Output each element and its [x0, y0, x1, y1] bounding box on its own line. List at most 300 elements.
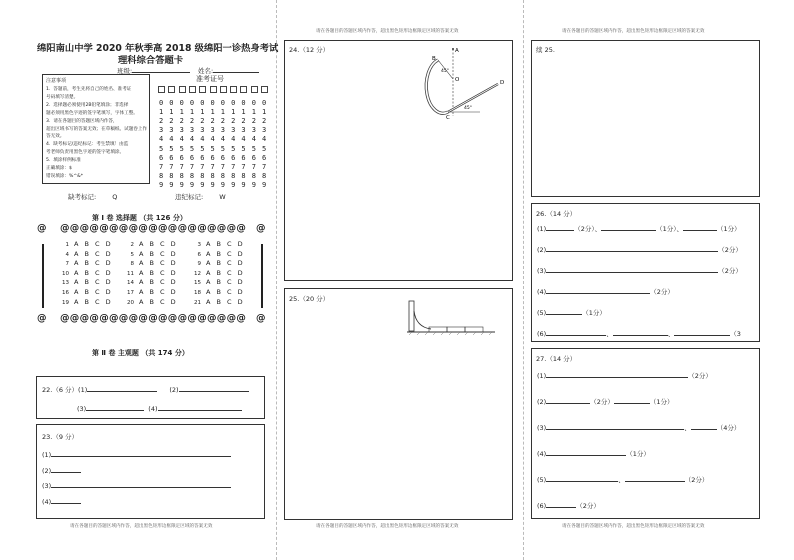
exam-digit-bubble[interactable]: 6 — [189, 153, 195, 162]
q26-score: （2分）、 — [574, 225, 602, 233]
q27-line — [537, 371, 712, 380]
exam-digit-bubble[interactable]: 5 — [251, 144, 256, 153]
q27-score: （4分） — [716, 424, 741, 432]
exam-digit-bubble[interactable]: 1 — [241, 108, 246, 117]
exam-digit-bubble[interactable]: 7 — [241, 162, 246, 171]
choice-options[interactable]: A B C D — [139, 240, 178, 248]
answer-blank[interactable] — [625, 481, 685, 482]
exam-digit-bubble[interactable]: 0 — [159, 99, 164, 107]
exam-digit-bubble[interactable]: 5 — [262, 144, 267, 153]
exam-digit-bubble[interactable]: 8 — [159, 171, 164, 180]
notice-line: 答无效。 — [46, 134, 65, 140]
exam-no-box[interactable] — [230, 86, 237, 93]
choice-options[interactable]: A B C D — [139, 259, 178, 268]
q23-line — [42, 482, 231, 490]
choice-row[interactable] — [123, 250, 178, 258]
q22-item4: (4) — [148, 405, 158, 413]
exam-digit-bubble[interactable]: 3 — [241, 126, 246, 135]
answer-blank[interactable] — [51, 472, 81, 473]
choice-row[interactable] — [123, 278, 178, 286]
exam-digit-bubble[interactable]: 6 — [220, 153, 226, 162]
exam-digit-bubble[interactable]: 4 — [220, 135, 226, 144]
q24-angle-2: 45° — [464, 106, 472, 111]
exam-digit-bubble[interactable]: 7 — [179, 162, 184, 171]
exam-digit-bubble[interactable]: 7 — [159, 162, 164, 171]
exam-digit-bubble[interactable]: 8 — [262, 171, 267, 180]
exam-digit-bubble[interactable]: 8 — [189, 171, 195, 180]
exam-digit-bubble[interactable]: 9 — [220, 180, 226, 189]
q27-line — [537, 475, 708, 484]
q26-score: （2分） — [718, 267, 742, 275]
exam-digit-bubble[interactable]: 4 — [231, 135, 236, 144]
choice-options[interactable]: A B C D — [74, 278, 113, 287]
exam-digit-bubble[interactable]: 6 — [159, 153, 164, 162]
exam-digit-bubble[interactable]: 1 — [169, 108, 174, 117]
exam-digit-bubble[interactable]: 6 — [251, 153, 256, 162]
exam-digit-bubble[interactable]: 5 — [220, 144, 226, 153]
exam-digit-bubble[interactable]: 7 — [262, 162, 267, 171]
exam-digit-bubble[interactable]: 9 — [179, 180, 184, 189]
exam-digit-bubble[interactable]: 6 — [241, 153, 246, 162]
q26-item-number: (1) — [537, 225, 547, 233]
q26-score: （1分） — [582, 309, 606, 317]
exam-digit-bubble[interactable]: 0 — [241, 99, 246, 107]
q27-label: 27.（14 分） — [536, 355, 577, 363]
choice-options[interactable]: A B C D — [74, 297, 113, 306]
choice-row[interactable] — [58, 269, 113, 277]
answer-blank[interactable] — [674, 335, 730, 336]
at-row-bottom-left: @ — [37, 313, 47, 324]
exam-digit-bubble[interactable]: 0 — [179, 99, 184, 107]
choice-row[interactable] — [58, 240, 113, 248]
choice-options[interactable]: A B C D — [139, 288, 178, 296]
answer-blank[interactable] — [546, 230, 574, 231]
exam-digit-bubble[interactable]: 3 — [251, 126, 256, 135]
q23-line — [42, 498, 81, 506]
q27-score: （2分） — [684, 476, 709, 484]
choice-options[interactable]: A B C D — [206, 288, 245, 296]
exam-digit-bubble[interactable]: 3 — [200, 126, 205, 135]
exam-no-box[interactable] — [168, 86, 175, 93]
q26-line — [537, 287, 674, 296]
exam-digit-bubble[interactable]: 8 — [200, 171, 205, 180]
q27-score: （2分） — [688, 372, 712, 380]
question-number: 7 — [65, 261, 69, 268]
exam-digit-bubble[interactable]: 2 — [231, 117, 236, 126]
notice-line: 4. 缺考标记/违纪标记：考生禁填！由监 — [46, 142, 129, 148]
q22-item3: (3) — [77, 405, 87, 413]
exam-digit-bubble[interactable]: 6 — [231, 153, 236, 162]
exam-digit-bubble[interactable]: 8 — [241, 171, 246, 180]
name-label: 姓名: — [198, 67, 214, 75]
exam-digit-bubble[interactable]: 7 — [169, 162, 174, 171]
exam-digit-bubble[interactable]: 2 — [200, 117, 205, 126]
answer-blank[interactable] — [546, 293, 650, 294]
q27-line — [537, 449, 650, 458]
exam-digit-bubble[interactable]: 7 — [251, 162, 256, 171]
exam-digit-bubble[interactable]: 6 — [262, 153, 267, 162]
exam-digit-bubble[interactable]: 9 — [231, 180, 236, 189]
exam-digit-bubble[interactable]: 4 — [210, 135, 215, 144]
answer-blank[interactable] — [546, 429, 684, 430]
notice-line: 错误填涂：%^&* — [46, 173, 84, 179]
exam-digit-bubble[interactable]: 9 — [251, 180, 256, 189]
exam-digit-bubble[interactable]: 5 — [169, 144, 174, 153]
exam-no-box[interactable] — [220, 86, 227, 93]
q22-item2: (2) — [169, 386, 179, 394]
choice-row[interactable] — [58, 259, 113, 267]
exam-digit-bubble[interactable]: 7 — [189, 162, 195, 171]
at-row-bottom-right: @ — [256, 313, 266, 324]
at-row-top-right: @ — [256, 223, 266, 234]
q27-score: （2分） — [576, 502, 600, 510]
at-row-top-left: @ — [37, 223, 47, 234]
exam-digit-bubble[interactable]: 4 — [159, 135, 164, 144]
q23-line — [42, 467, 81, 475]
exam-digit-bubble[interactable]: 3 — [169, 126, 174, 135]
absent-label: 缺考标记: — [68, 193, 97, 201]
choice-row[interactable] — [190, 250, 245, 258]
q27-item-number: (1) — [537, 372, 547, 380]
exam-digit-bubble[interactable]: 1 — [210, 108, 215, 117]
choice-row[interactable] — [58, 288, 113, 296]
q24-label-O: O — [455, 77, 460, 83]
choice-options[interactable]: A B C D — [74, 268, 113, 277]
answer-blank[interactable] — [51, 503, 81, 504]
class-label: 班级: — [117, 67, 133, 75]
exam-digit-bubble[interactable]: 6 — [179, 153, 184, 162]
notice-box — [42, 74, 150, 184]
q27-sep: 、 — [618, 476, 625, 484]
exam-no-box[interactable] — [189, 86, 196, 93]
q26-score: （1分） — [717, 225, 741, 233]
question-number: 17 — [127, 290, 134, 296]
q27-item-number: (4) — [537, 450, 547, 458]
exam-no-box[interactable] — [179, 86, 186, 93]
q23-answer-box[interactable] — [36, 424, 265, 519]
question-number: 21 — [194, 299, 201, 306]
notice-line: 超出区域书写的答案无效；在草稿纸、试题卷上作 — [46, 126, 148, 132]
q27-score: （1分） — [649, 398, 674, 406]
exam-digit-bubble[interactable]: 3 — [210, 126, 215, 135]
exam-digit-bubble[interactable]: 2 — [159, 117, 164, 126]
area-hint-right-bottom: 请在各题目的答题区域内作答，超出黑色矩形边框限定区域的答案无效 — [562, 524, 705, 529]
choice-row[interactable] — [190, 240, 245, 248]
exam-digit-bubble[interactable]: 9 — [189, 180, 195, 189]
answer-blank[interactable] — [546, 507, 576, 508]
notice-line: 考老师负责用黑色字迹的签字笔填涂。 — [46, 150, 125, 156]
notice-line: 5. 填涂样例标准 — [46, 158, 81, 164]
q25-continued-box[interactable] — [531, 40, 760, 197]
q27-item-number: (3) — [537, 424, 547, 432]
exam-digit-bubble[interactable]: 1 — [159, 108, 164, 117]
q24-angle-1: 45° — [441, 69, 449, 74]
exam-no-box[interactable] — [158, 86, 165, 93]
exam-no-box[interactable] — [261, 86, 268, 93]
answer-blank[interactable] — [691, 429, 717, 430]
choice-options[interactable]: A B C D — [74, 249, 113, 258]
exam-digit-bubble[interactable]: 4 — [179, 135, 184, 144]
exam-digit-bubble[interactable]: 3 — [159, 126, 164, 135]
exam-digit-bubble[interactable]: 8 — [251, 171, 256, 180]
answer-blank[interactable] — [546, 314, 582, 315]
q27-line — [537, 397, 674, 406]
q27-item-number: (6) — [537, 502, 547, 510]
exam-digit-bubble[interactable]: 5 — [210, 144, 215, 153]
question-number: 20 — [127, 299, 134, 306]
exam-no-box[interactable] — [240, 86, 247, 93]
q24-label-B: B — [432, 56, 436, 62]
exam-digit-bubble[interactable]: 9 — [200, 180, 205, 189]
notice-line: 号码填写清楚。 — [46, 94, 79, 100]
notice-line: 2. 选择题必须使用2B铅笔填涂；非选择 — [46, 102, 129, 108]
exam-digit-bubble[interactable]: 6 — [210, 153, 215, 162]
exam-digit-bubble[interactable]: 5 — [159, 144, 164, 153]
question-number: 3 — [197, 242, 201, 248]
question-number: 15 — [194, 280, 201, 287]
choice-options[interactable]: A B C D — [139, 249, 178, 258]
exam-digit-bubble[interactable]: 7 — [231, 162, 236, 171]
exam-digit-bubble[interactable]: 4 — [251, 135, 256, 144]
q25-answer-box[interactable] — [284, 288, 513, 520]
question-number: 2 — [130, 242, 134, 248]
choice-row[interactable] — [190, 278, 245, 286]
exam-digit-bubble[interactable]: 9 — [262, 180, 267, 189]
answer-blank[interactable] — [546, 481, 618, 482]
exam-digit-bubble[interactable]: 2 — [169, 117, 174, 126]
answer-blank[interactable] — [546, 335, 606, 336]
choice-row[interactable] — [190, 259, 245, 267]
choice-row[interactable] — [123, 288, 178, 296]
section2-title: 第 Ⅱ 卷 主观题 （共 174 分） — [92, 349, 189, 357]
exam-digit-bubble[interactable]: 5 — [179, 144, 184, 153]
choice-options[interactable]: A B C D — [139, 297, 178, 306]
at-row-top-mid: @@@@@@@@@@@@@@@@@@@ — [60, 223, 247, 234]
absent-symbol[interactable]: Q — [112, 193, 118, 201]
answer-blank[interactable] — [546, 251, 718, 252]
exam-digit-bubble[interactable]: 9 — [210, 180, 215, 189]
exam-digit-bubble[interactable]: 1 — [200, 108, 205, 117]
exam-digit-bubble[interactable]: 3 — [189, 126, 195, 135]
question-number: 4 — [65, 251, 69, 258]
q24-label: 24.（12 分） — [289, 46, 330, 54]
exam-no-box[interactable] — [199, 86, 206, 93]
answer-blank[interactable] — [546, 403, 590, 404]
choice-row[interactable] — [190, 288, 245, 296]
q23-item-number: (1) — [42, 451, 52, 459]
exam-digit-bubble[interactable]: 0 — [251, 99, 256, 107]
answer-blank[interactable] — [51, 487, 231, 488]
choice-options[interactable]: A B C D — [206, 297, 245, 306]
q27-sep: 、 — [684, 424, 691, 432]
exam-digit-bubble[interactable]: 3 — [262, 126, 267, 135]
choice-row[interactable] — [190, 298, 245, 306]
q23-label: 23.（9 分） — [42, 433, 79, 441]
answer-blank[interactable] — [546, 272, 718, 273]
timing-bar-right — [261, 244, 263, 308]
q26-score: （1分）、 — [656, 225, 683, 233]
exam-digit-bubble[interactable]: 5 — [231, 144, 236, 153]
exam-digit-bubble[interactable]: 9 — [241, 180, 246, 189]
choice-options[interactable]: A B C D — [74, 288, 113, 296]
choice-options[interactable]: A B C D — [139, 268, 178, 277]
q26-score: （2分） — [718, 246, 742, 254]
exam-digit-bubble[interactable]: 0 — [210, 99, 215, 107]
exam-digit-bubble[interactable]: 6 — [200, 153, 205, 162]
exam-digit-bubble[interactable]: 1 — [220, 108, 226, 117]
answer-blank[interactable] — [613, 335, 668, 336]
exam-digit-bubble[interactable]: 8 — [220, 171, 226, 180]
exam-digit-bubble[interactable]: 2 — [241, 117, 246, 126]
choice-options[interactable]: A B C D — [74, 259, 113, 268]
page-title: 绵阳南山中学 2020 年秋季高 2018 级绵阳一诊热身考试 — [37, 43, 279, 54]
exam-digit-bubble[interactable]: 2 — [251, 117, 256, 126]
exam-digit-bubble[interactable]: 1 — [179, 108, 184, 117]
at-row-bottom-mid: @@@@@@@@@@@@@@@@@@@ — [60, 313, 247, 324]
exam-digit-bubble[interactable]: 8 — [210, 171, 215, 180]
exam-digit-bubble[interactable]: 4 — [189, 135, 195, 144]
q22-label: 22.（6 分）(1) — [42, 386, 88, 394]
exam-digit-bubble[interactable]: 0 — [262, 99, 267, 107]
exam-digit-bubble[interactable]: 2 — [262, 117, 267, 126]
notice-line: 3. 请在各题目的答题区域内作答， — [46, 118, 118, 124]
q23-line — [42, 451, 231, 459]
notice-heading: 注意事项 — [46, 78, 67, 84]
choice-row[interactable] — [58, 278, 113, 286]
violation-symbol[interactable]: W — [219, 193, 226, 201]
exam-digit-bubble[interactable]: 8 — [179, 171, 184, 180]
exam-digit-bubble[interactable]: 8 — [231, 171, 236, 180]
answer-blank[interactable] — [51, 456, 231, 457]
q26-line — [537, 224, 741, 233]
choice-row[interactable] — [190, 269, 245, 277]
exam-digit-bubble[interactable]: 5 — [189, 144, 195, 153]
q25-continued-label: 续 25. — [536, 46, 555, 54]
exam-digit-bubble[interactable]: 4 — [169, 135, 174, 144]
q22-answer-box[interactable] — [36, 376, 265, 419]
question-number: 9 — [197, 261, 201, 268]
q26-score: （3 — [730, 330, 741, 338]
exam-digit-bubble[interactable]: 1 — [251, 108, 256, 117]
question-number: 6 — [197, 251, 201, 258]
q27-item-number: (5) — [537, 476, 547, 484]
choice-options[interactable]: A B C D — [206, 278, 245, 287]
choice-options[interactable]: A B C D — [206, 240, 245, 248]
q24-label-D: D — [500, 80, 505, 86]
q27-answer-box[interactable] — [531, 348, 760, 519]
q23-item-number: (4) — [42, 497, 52, 506]
q26-item-number: (2) — [537, 246, 547, 254]
q27-score: （2分） — [590, 398, 614, 406]
exam-digit-bubble[interactable]: 3 — [231, 126, 236, 135]
answer-blank[interactable] — [683, 230, 717, 231]
exam-no-box[interactable] — [251, 86, 258, 93]
question-number: 19 — [62, 299, 69, 306]
exam-digit-bubble[interactable]: 6 — [169, 153, 174, 162]
choice-row[interactable] — [123, 259, 178, 267]
exam-digit-bubble[interactable]: 0 — [231, 99, 236, 107]
choice-options[interactable]: A B C D — [139, 278, 178, 287]
exam-digit-bubble[interactable]: 0 — [220, 99, 226, 107]
exam-digit-bubble[interactable]: 1 — [231, 108, 236, 117]
q22-line-1 — [42, 385, 249, 394]
choice-row[interactable] — [123, 240, 178, 248]
q26-label: 26.（14 分） — [536, 210, 577, 218]
q24-answer-box[interactable] — [284, 40, 513, 281]
choice-options[interactable]: A B C D — [74, 240, 113, 248]
q27-line — [537, 423, 740, 432]
answer-blank[interactable] — [614, 403, 650, 404]
exam-digit-bubble[interactable]: 4 — [262, 135, 267, 144]
answer-blank[interactable] — [601, 230, 656, 231]
exam-digit-bubble[interactable]: 2 — [220, 117, 226, 126]
q26-line — [537, 308, 606, 317]
q26-line — [537, 245, 742, 254]
exam-digit-bubble[interactable]: 3 — [179, 126, 184, 135]
question-number: 12 — [194, 270, 201, 277]
choice-row[interactable] — [123, 298, 178, 306]
exam-digit-bubble[interactable]: 7 — [200, 162, 205, 171]
page-subtitle: 理科综合答题卡 — [118, 55, 184, 66]
q26-line — [537, 329, 741, 338]
q26-item-number: (4) — [537, 288, 547, 296]
exam-digit-bubble[interactable]: 5 — [200, 144, 205, 153]
exam-digit-bubble[interactable]: 8 — [169, 171, 174, 180]
exam-digit-bubble[interactable]: 0 — [200, 99, 205, 107]
exam-no-box[interactable] — [210, 86, 217, 93]
exam-digit-bubble[interactable]: 5 — [241, 144, 246, 153]
choice-row[interactable] — [58, 298, 113, 306]
notice-line: 题必须用黑色字迹的签字笔填写，字体工整。 — [46, 110, 138, 116]
question-number: 18 — [194, 290, 201, 296]
question-number: 5 — [130, 251, 134, 258]
q25-label: 25.（20 分） — [289, 295, 330, 303]
question-number: 10 — [62, 270, 69, 277]
q26-answer-box[interactable] — [531, 203, 760, 342]
choice-options[interactable]: A B C D — [206, 259, 245, 268]
choice-row[interactable] — [58, 250, 113, 258]
answer-blank[interactable] — [546, 455, 626, 456]
q24-figure — [420, 46, 510, 121]
notice-line: 正确填涂：$ — [46, 166, 72, 171]
exam-digit-bubble[interactable]: 7 — [210, 162, 215, 171]
choice-row[interactable] — [123, 269, 178, 277]
exam-digit-bubble[interactable]: 2 — [179, 117, 184, 126]
exam-digit-bubble[interactable]: 2 — [189, 117, 195, 126]
exam-digit-bubble[interactable]: 0 — [169, 99, 174, 107]
q26-sep: 、 — [667, 330, 675, 338]
area-hint-left: 请在各题目的答题区域内作答，超出黑色矩形边框限定区域的答案无效 — [70, 524, 213, 529]
exam-digit-bubble[interactable]: 3 — [220, 126, 226, 135]
q26-score: （2分） — [650, 288, 674, 296]
exam-digit-bubble[interactable]: 4 — [241, 135, 246, 144]
exam-digit-bubble[interactable]: 9 — [169, 180, 174, 189]
choice-options[interactable]: A B C D — [206, 249, 245, 258]
exam-no-label: 准考证号 — [196, 75, 224, 83]
q26-item-number: (6) — [537, 330, 547, 338]
exam-digit-bubble[interactable]: 1 — [189, 108, 195, 117]
exam-digit-bubble[interactable]: 0 — [189, 99, 195, 107]
answer-blank[interactable] — [546, 377, 688, 378]
exam-digit-bubble[interactable]: 1 — [262, 108, 267, 117]
area-hint-mid-top: 请在各题目的答题区域内作答，超出黑色矩形边框限定区域的答案无效 — [316, 29, 459, 34]
exam-digit-bubble[interactable]: 4 — [200, 135, 205, 144]
q27-item-number: (2) — [537, 398, 547, 406]
exam-digit-bubble[interactable]: 9 — [159, 180, 164, 189]
exam-digit-bubble[interactable]: 2 — [210, 117, 215, 126]
choice-options[interactable]: A B C D — [206, 268, 245, 277]
exam-digit-bubble[interactable]: 7 — [220, 162, 226, 171]
